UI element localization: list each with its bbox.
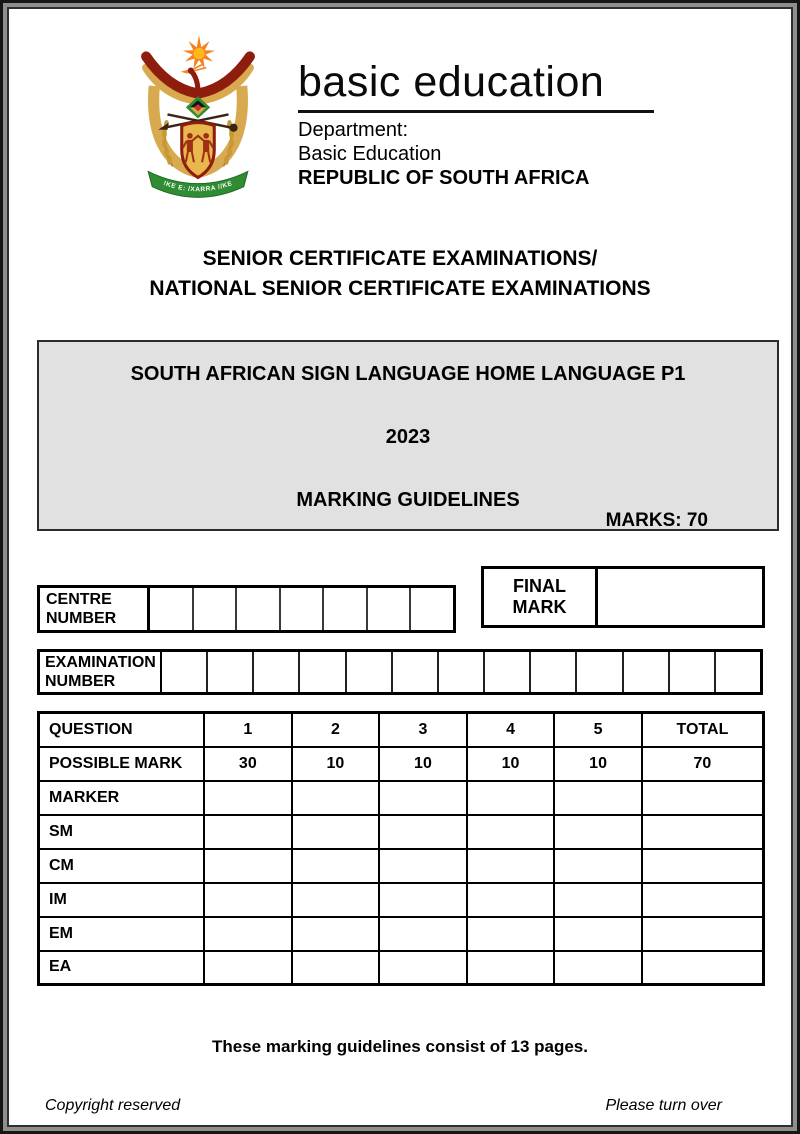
examination-number-cell [162,652,206,692]
table-cell: 10 [467,747,555,781]
table-cell [554,849,642,883]
table-header-cell: 4 [467,713,555,747]
table-cell [642,849,764,883]
table-cell [554,815,642,849]
table-header-cell: 3 [379,713,467,747]
table-cell: 10 [292,747,380,781]
exam-heading-line1: SENIOR CERTIFICATE EXAMINATIONS/ [202,247,598,270]
title-box [37,340,779,531]
total-marks-label: MARKS: 70 [605,510,708,531]
table-cell [379,815,467,849]
pages-note: These marking guidelines consist of 13 pages. [211,1037,588,1056]
examination-number-cell [391,652,437,692]
centre-number-label: CENTRE NUMBER [40,588,150,630]
department-line2: Basic Education [298,143,442,165]
subject-title: SOUTH AFRICAN SIGN LANGUAGE HOME LANGUAGE P1 [130,363,686,385]
table-cell: 70 [642,747,764,781]
brand-wordmark: basic education [298,58,605,106]
table-cell [292,917,380,951]
table-cell [292,849,380,883]
table-cell [379,883,467,917]
table-cell [467,917,555,951]
table-cell [379,917,467,951]
copyright-note: Copyright reserved [45,1097,181,1114]
table-header-cell: 1 [204,713,292,747]
centre-number-cell [150,588,192,630]
table-row [39,883,764,917]
centre-number-cell [409,588,453,630]
examination-number-cell [483,652,529,692]
table-cell [642,781,764,815]
examination-number-cell [298,652,344,692]
marks-table [37,711,765,986]
brand-underline [298,110,654,113]
table-row-label: MARKER [39,781,205,815]
examination-number-cell [668,652,714,692]
examination-number-cell [206,652,252,692]
exam-year: 2023 [385,426,431,448]
table-header-row [39,713,764,747]
table-cell [467,883,555,917]
table-cell [554,883,642,917]
examination-number-cell [437,652,483,692]
centre-number-cell [192,588,236,630]
examination-number-cell [714,652,760,692]
table-cell: 10 [554,747,642,781]
table-cell [642,815,764,849]
examination-number-cell [345,652,391,692]
table-header-cell: TOTAL [642,713,764,747]
centre-number-box [37,585,456,633]
examination-number-cell [252,652,298,692]
table-row-label: EM [39,917,205,951]
table-cell [467,781,555,815]
table-cell [467,849,555,883]
table-cell [292,815,380,849]
table-row [39,951,764,985]
centre-number-cell [279,588,323,630]
examination-number-label: EXAMINATION NUMBER [40,652,162,692]
table-cell [642,883,764,917]
table-row [39,815,764,849]
table-row [39,747,764,781]
table-row-label: IM [39,883,205,917]
table-cell [642,951,764,985]
table-cell: 30 [204,747,292,781]
table-cell [554,781,642,815]
sun-icon [183,35,215,69]
table-row-label: SM [39,815,205,849]
table-cell [204,951,292,985]
table-cell [554,951,642,985]
table-cell [292,951,380,985]
turn-over-note: Please turn over [605,1097,722,1114]
table-header-cell: 5 [554,713,642,747]
table-cell [554,917,642,951]
motto-text: !KE E: /XARRA //KE [162,180,234,194]
examination-number-cell [622,652,668,692]
table-cell [379,849,467,883]
table-cell [467,951,555,985]
centre-number-cells [150,588,453,630]
shield [182,123,215,178]
table-row-label: CM [39,849,205,883]
department-block [298,118,589,190]
table-cell [467,815,555,849]
examination-number-box [37,649,763,695]
final-mark-box [481,566,765,628]
table-cell [204,781,292,815]
centre-number-cell [322,588,366,630]
table-row-label: POSSIBLE MARK [39,747,205,781]
table-cell [204,917,292,951]
centre-number-cell [366,588,410,630]
examination-number-cell [529,652,575,692]
table-row [39,849,764,883]
table-cell: 10 [379,747,467,781]
centre-number-cell [235,588,279,630]
table-header-question: QUESTION [39,713,205,747]
final-mark-value [598,569,762,625]
table-cell [204,849,292,883]
table-cell [379,951,467,985]
document-type: MARKING GUIDELINES [296,489,520,511]
table-cell [379,781,467,815]
table-header-cell: 2 [292,713,380,747]
examination-number-cell [575,652,621,692]
examination-number-cells [162,652,760,692]
final-mark-label: FINAL MARK [484,569,598,625]
table-cell [642,917,764,951]
table-cell [204,883,292,917]
table-row-label: EA [39,951,205,985]
table-row [39,781,764,815]
department-line3: REPUBLIC OF SOUTH AFRICA [298,167,590,189]
department-line1: Department: [298,119,409,141]
table-row [39,917,764,951]
table-cell [204,815,292,849]
table-cell [292,883,380,917]
table-cell [292,781,380,815]
exam-heading-line2: NATIONAL SENIOR CERTIFICATE EXAMINATIONS [149,277,651,300]
coat-of-arms-logo [137,27,259,205]
